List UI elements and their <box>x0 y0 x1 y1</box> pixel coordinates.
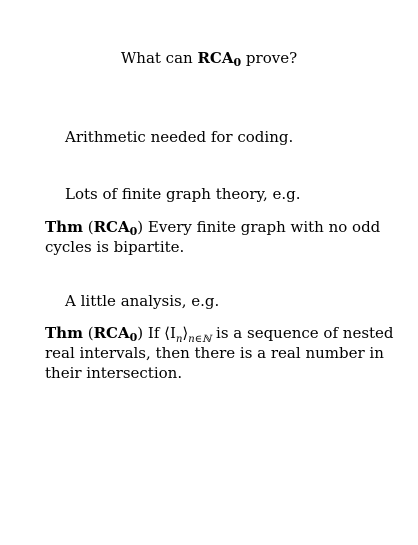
theorem-analysis-text-1: is a sequence of nested <box>216 324 394 342</box>
theorem-system: $RCA_0$ <box>93 324 138 344</box>
analysis-item: A little analysis, e.g. <box>65 292 220 310</box>
theorem-analysis-line-3: their intersection. <box>45 364 183 382</box>
theorem-label: Thm <box>45 218 83 236</box>
theorem-analysis-if: If <box>147 324 160 342</box>
theorem-system: $RCA_0$ <box>93 218 138 238</box>
title-suffix: prove? <box>241 49 298 67</box>
theorem-graph-line-1: Thm $(RCA_0)$ Every finite graph with no odd <box>45 218 381 238</box>
theorem-graph-line-2: cycles is bipartite. <box>45 238 185 256</box>
title-prefix: What can <box>120 49 198 67</box>
arithmetic-item: Arithmetic needed for coding. <box>65 128 294 146</box>
page-title <box>0 48 418 70</box>
theorem-analysis <box>45 323 407 383</box>
theorem-analysis-line-1: Thm $(RCA_0)$ If $⟨I_n⟩_{n\in ℕ}$ is a sequence of nested <box>45 324 394 345</box>
sequence-notation: $⟨I_n⟩_{n\in ℕ}$ <box>164 324 212 345</box>
theorem-graph-text-1: Every finite graph with no odd <box>147 218 381 236</box>
theorem-graph <box>45 217 407 257</box>
graph-theory-item: Lots of finite graph theory, e.g. <box>65 185 301 203</box>
theorem-analysis-line-2: real intervals, then there is a real number in <box>45 344 384 362</box>
theorem-label: Thm <box>45 324 83 342</box>
title-system: $RCA_0$ <box>197 49 242 69</box>
